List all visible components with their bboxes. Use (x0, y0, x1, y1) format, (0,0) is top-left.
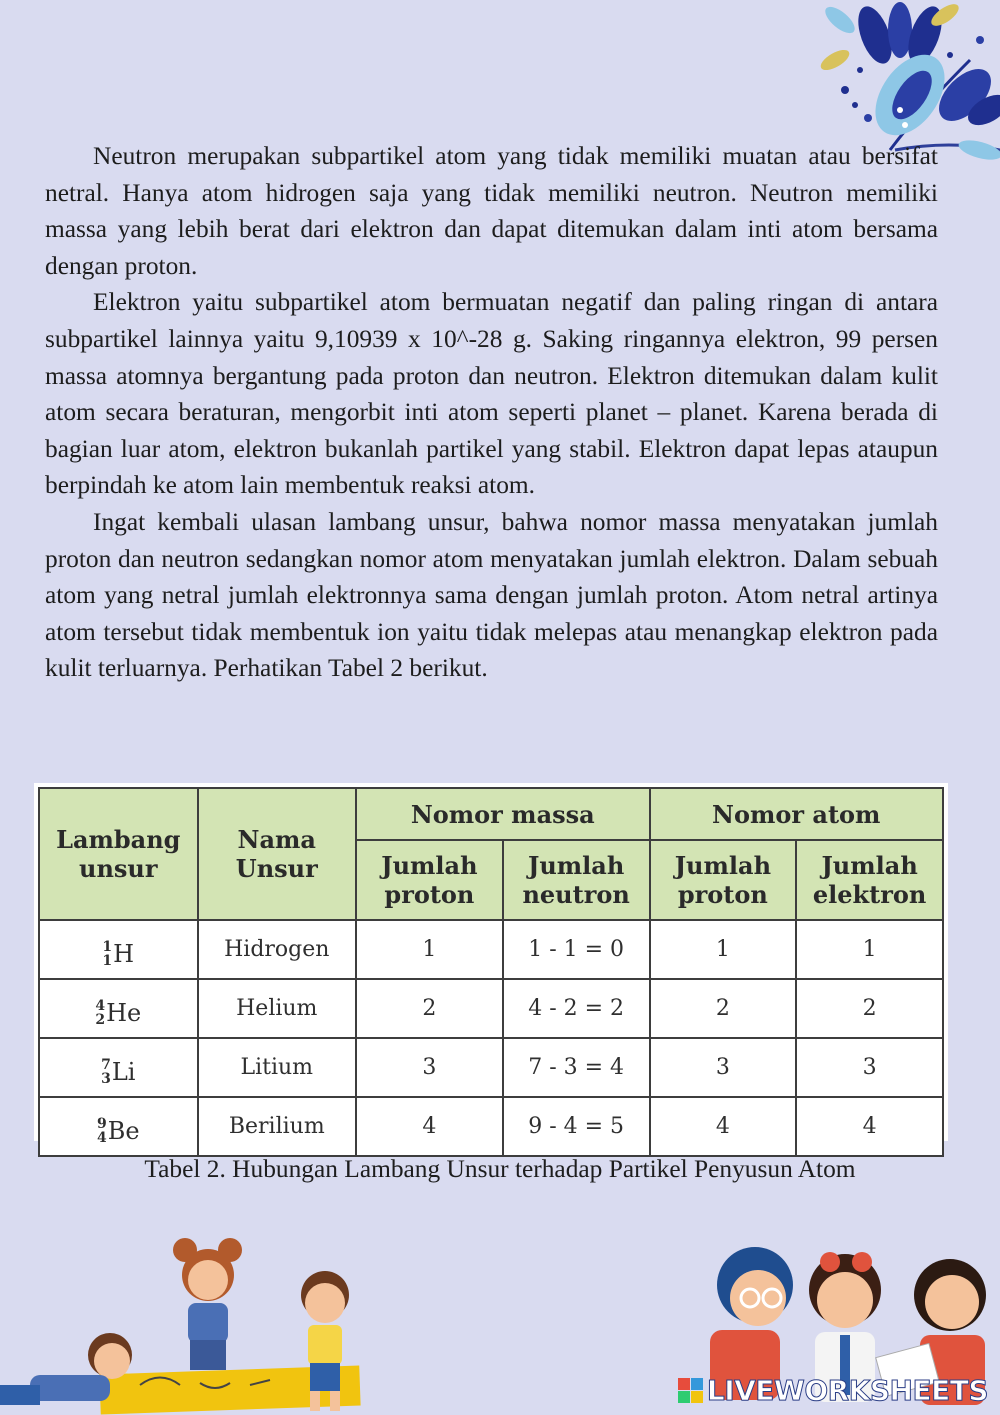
header-jumlah-elektron: Jumlah elektron (796, 840, 943, 920)
children-drawing-illustration-icon (0, 1235, 370, 1415)
electron-count: 4 (796, 1097, 943, 1156)
element-symbol: Be (107, 1116, 140, 1145)
atomic-number: 4 (96, 1129, 107, 1146)
table-row (39, 1097, 943, 1156)
header-jumlah-proton: Jumlah proton (356, 840, 503, 920)
proton-count: 2 (356, 979, 503, 1038)
header-lambang-unsur: Lambang unsur (39, 788, 198, 920)
table-caption: Tabel 2. Hubungan Lambang Unsur terhadap Partikel Penyusun Atom (144, 1155, 856, 1183)
element-symbol-cell (39, 1097, 198, 1156)
neutron-count: 9 - 4 = 5 (503, 1097, 650, 1156)
atom-particle-table (38, 787, 944, 1157)
electron-count: 1 (796, 920, 943, 979)
proton-count-atom: 2 (650, 979, 797, 1038)
mass-number: 4 (95, 997, 106, 1014)
proton-count: 4 (356, 1097, 503, 1156)
element-name: Helium (198, 979, 357, 1038)
neutron-count: 1 - 1 = 0 (503, 920, 650, 979)
proton-count: 3 (356, 1038, 503, 1097)
mass-number: 9 (96, 1115, 107, 1132)
paragraph-elektron: Elektron yaitu subpartikel atom bermuatan negatif dan paling ringan di antara subpartikel lainnya yaitu 9,10939 x 10^-28 g. Saking ringannya elektron, 99 persen massa atomnya bergantung pada proton dan neutron. Elektron ditemukan dalam kulit atom secara beraturan, mengorbit inti atom seperti planet – planet. Karena berada di bagian luar atom, elektron bukanlah partikel yang stabil. Elektron dapat lepas ataupun berpindah ke atom lain membentuk reaksi atom. (45, 288, 938, 500)
table-row (39, 920, 943, 979)
mass-number: 1 (102, 938, 113, 955)
element-name: Litium (198, 1038, 357, 1097)
liveworksheets-logo-icon (678, 1378, 703, 1403)
element-symbol: Li (111, 1057, 136, 1086)
electron-count: 3 (796, 1038, 943, 1097)
header-jumlah-proton-atom: Jumlah proton (650, 840, 797, 920)
atomic-number: 3 (101, 1070, 111, 1087)
element-symbol: H (113, 939, 135, 968)
table-row (39, 1038, 943, 1097)
proton-count-atom: 1 (650, 920, 797, 979)
neutron-count: 7 - 3 = 4 (503, 1038, 650, 1097)
mass-number: 7 (101, 1056, 111, 1073)
proton-count-atom: 3 (650, 1038, 797, 1097)
watermark-text: LIVEWORKSHEETS (706, 1373, 988, 1407)
paragraph-ingat-kembali: Ingat kembali ulasan lambang unsur, bahwa nomor massa menyatakan jumlah proton dan neutron sedangkan nomor atom menyatakan jumlah elektron. Dalam sebuah atom yang netral jumlah elektronnya sama dengan jumlah proton. Atom netral artinya atom tersebut tidak membentuk ion yaitu tidak melepas atau menangkap elektron pada kulit terluarnya. Perhatikan Tabel 2 berikut. (45, 507, 938, 683)
header-nomor-atom: Nomor atom (650, 788, 944, 840)
element-symbol: He (106, 998, 142, 1027)
atomic-number: 2 (95, 1011, 106, 1028)
header-jumlah-neutron: Jumlah neutron (503, 840, 650, 920)
element-symbol-cell (39, 1038, 198, 1097)
proton-count: 1 (356, 920, 503, 979)
electron-count: 2 (796, 979, 943, 1038)
atomic-number: 1 (102, 952, 113, 969)
element-name: Berilium (198, 1097, 357, 1156)
header-nama-unsur: Nama Unsur (198, 788, 357, 920)
neutron-count: 4 - 2 = 2 (503, 979, 650, 1038)
element-symbol-cell (39, 920, 198, 979)
liveworksheets-watermark (678, 1373, 988, 1407)
paragraph-neutron: Neutron merupakan subpartikel atom yang tidak memiliki muatan atau bersifat netral. Hanya atom hidrogen saja yang tidak memiliki neutron. Neutron memiliki massa yang lebih berat dari elektron dan dapat ditemukan dalam inti atom bersama dengan proton. (45, 142, 938, 280)
proton-count-atom: 4 (650, 1097, 797, 1156)
element-symbol-cell (39, 979, 198, 1038)
header-nomor-massa: Nomor massa (356, 788, 649, 840)
element-name: Hidrogen (198, 920, 357, 979)
body-text (45, 138, 938, 687)
table-row (39, 979, 943, 1038)
table-container (34, 783, 948, 1146)
